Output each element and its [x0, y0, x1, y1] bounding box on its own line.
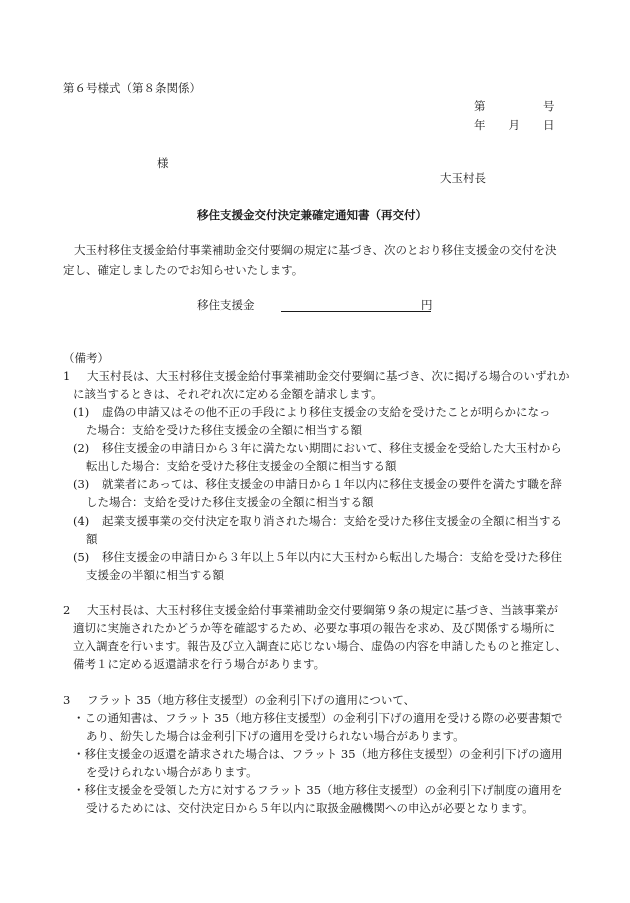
remark-3-bullet-3-line-1: ・移住支援金を受領した方に対するフラット 35（地方移住支援型）の金利引下げ制度の適用を: [73, 783, 563, 797]
remark-3-bullet-1-line-2: あり、紛失した場合は金利引下げの適用を受けられない場合があります。: [86, 729, 465, 743]
remark-1-item-5-number: (5): [73, 550, 90, 564]
form-number: 第６号様式（第８条関係）: [63, 81, 201, 95]
remark-1-item-2-number: (2): [73, 441, 90, 455]
remark-1-item-2-line-1: 移住支援金の申請日から３年に満たない期間において、移住支援金を受給した大玉村から: [102, 441, 562, 455]
remark-1-item-3-line-2: した場合：支給を受けた移住支援金の全額に相当する額: [86, 495, 374, 509]
remark-1-number: 1: [63, 369, 71, 383]
document-date: 年 月 日: [474, 118, 555, 132]
remark-1-item-3-number: (3): [73, 477, 90, 491]
remark-3-bullet-1-line-1: ・この通知書は、フラット 35（地方移住支援型）の金利引下げの適用を受ける際の必要書類で: [73, 711, 563, 725]
remark-1-item-1-line-1: 虚偽の申請又はその他不正の手段により移住支援金の支給を受けたことが明らかになっ: [102, 405, 551, 419]
remark-1-item-5-line-2: 支援金の半額に相当する額: [86, 568, 224, 582]
remark-1-item-4-line-1: 起業支援事業の交付決定を取り消された場合：支給を受けた移住支援金の全額に相当する: [102, 514, 562, 528]
remark-1-line-2: に該当するときは、それぞれ次に定める金額を請求します。: [73, 387, 383, 401]
issuer-name: 大玉村長: [440, 171, 486, 185]
remarks-heading: （備考）: [63, 351, 109, 365]
remark-3-bullet-2-line-2: を受けられない場合があります。: [86, 765, 258, 779]
remark-3-bullet-3-line-2: 受けるためには、交付決定日から５年以内に取扱金融機関への申込が必要となります。: [86, 801, 534, 815]
remark-3-bullet-2-line-1: ・移住支援金の返還を請求された場合は、フラット 35（地方移住支援型）の金利引下げの適用: [73, 747, 563, 761]
remark-1-item-2-line-2: 転出した場合：支給を受けた移住支援金の全額に相当する額: [86, 459, 397, 473]
remark-1-item-4-line-2: 額: [86, 532, 98, 546]
amount-label: 移住支援金: [197, 298, 255, 312]
remark-1-item-3-line-1: 就業者にあっては、移住支援金の申請日から１年以内に移住支援金の要件を満たす職を辞: [102, 477, 562, 491]
amount-underline: [281, 311, 431, 312]
remark-1-line-1: 大玉村長は、大玉村移住支援金給付事業補助金交付要綱に基づき、次に掲げる場合のいずれか: [87, 369, 570, 383]
remark-1-item-5-line-1: 移住支援金の申請日から３年以上５年以内に大玉村から転出した場合：支給を受けた移住: [102, 550, 562, 564]
remark-1-item-4-number: (4): [73, 514, 90, 528]
amount-unit: 円: [421, 298, 433, 312]
remark-2-line-2: 適切に実施されたかどうか等を確認するため、必要な事項の報告を求め、及び関係する場所に: [73, 621, 556, 635]
remark-2-number: 2: [63, 603, 71, 617]
recipient-suffix: 様: [157, 156, 169, 170]
document-title: 移住支援金交付決定兼確定通知書（再交付）: [197, 208, 427, 222]
intro-line-2: 定し、確定しましたのでお知らせいたします。: [63, 263, 304, 277]
document-number: 第 号: [474, 99, 555, 113]
intro-line-1: 大玉村移住支援金給付事業補助金交付要綱の規定に基づき、次のとおり移住支援金の交付を決: [74, 243, 557, 257]
remark-3-line-1: フラット 35（地方移住支援型）の金利引下げの適用について、: [87, 693, 416, 707]
remark-1-item-1-line-2: た場合：支給を受けた移住支援金の全額に相当する額: [86, 423, 362, 437]
remark-2-line-3: 立入調査を行います。報告及び立入調査に応じない場合、虚偽の内容を申請したものと推定し、: [73, 639, 567, 653]
remark-3-number: 3: [63, 693, 71, 707]
remark-2-line-4: 備考１に定める返還請求を行う場合があります。: [73, 657, 326, 671]
remark-1-item-1-number: (1): [73, 405, 90, 419]
remark-2-line-1: 大玉村長は、大玉村移住支援金給付事業補助金交付要綱第９条の規定に基づき、当該事業が: [87, 603, 559, 617]
